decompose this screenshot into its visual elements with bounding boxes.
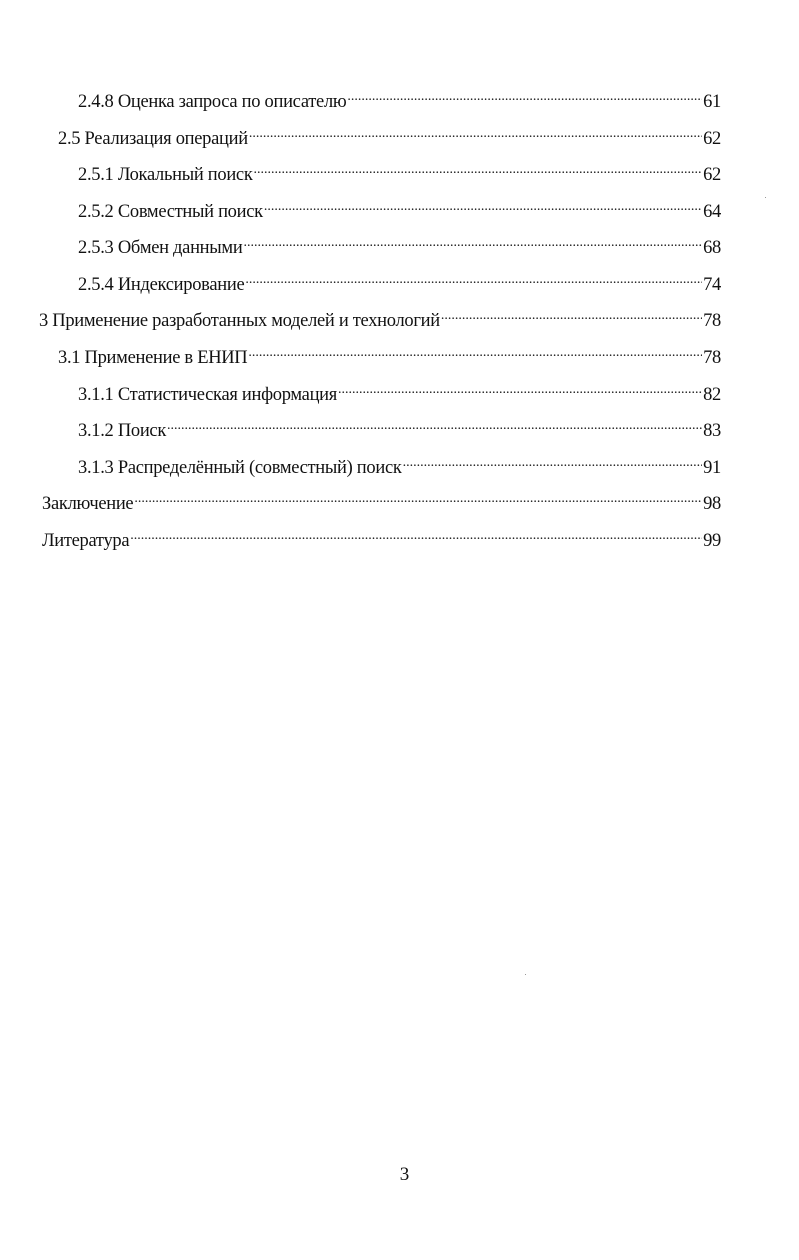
toc-leader-dots: [167, 410, 702, 436]
toc-entry-page: 64: [703, 202, 721, 222]
toc-entry-page: 99: [703, 531, 721, 551]
page-number: 3: [399, 1164, 410, 1185]
toc-entry-label: Литература: [42, 531, 130, 551]
toc-leader-dots: [245, 264, 702, 290]
toc-entry-page: 68: [703, 238, 721, 258]
toc-leader-dots: [264, 191, 702, 217]
toc-entry-conclusion: [42, 483, 721, 514]
toc-entry-label: 2.5.4 Индексирование: [78, 275, 245, 295]
toc-entry-label: 3.1 Применение в ЕНИП: [58, 348, 248, 368]
toc-leader-dots: [248, 337, 702, 363]
toc-entry-2-5-2: [78, 191, 721, 222]
toc-entry-references: [42, 520, 721, 551]
toc-entry-page: 74: [703, 275, 721, 295]
toc-entry-2-5: [58, 118, 721, 149]
toc-entry-label: 2.5.3 Обмен данными: [78, 238, 243, 258]
toc-entry-label: 2.5.2 Совместный поиск: [78, 202, 263, 222]
toc-leader-dots: [134, 483, 702, 509]
toc-leader-dots: [254, 154, 703, 180]
scan-speck: [765, 197, 766, 198]
toc-leader-dots: [249, 118, 702, 144]
toc-entry-page: 98: [703, 494, 721, 514]
toc-leader-dots: [441, 300, 702, 326]
toc-entry-label: Заключение: [42, 494, 134, 514]
toc-entry-page: 83: [703, 421, 721, 441]
toc-entry-label: 2.4.8 Оценка запроса по описателю: [78, 92, 347, 112]
toc-entry-page: 82: [703, 385, 721, 405]
toc-entry-3: [39, 300, 721, 331]
toc-leader-dots: [243, 227, 702, 253]
toc-entry-page: 61: [703, 92, 721, 112]
toc-entry-page: 91: [703, 458, 721, 478]
toc-entry-label: 3.1.3 Распределённый (совместный) поиск: [78, 458, 402, 478]
toc-leader-dots: [347, 81, 702, 107]
toc-entry-page: 78: [703, 311, 721, 331]
toc-entry-2-5-3: [78, 227, 721, 258]
toc-entry-label: 3 Применение разработанных моделей и технологий: [39, 311, 440, 331]
toc-entry-label: 2.5 Реализация операций: [58, 129, 248, 149]
toc-leader-dots: [403, 447, 703, 473]
toc-entry-3-1-1: [78, 374, 721, 405]
toc-entry-page: 78: [703, 348, 721, 368]
toc-leader-dots: [130, 520, 702, 546]
toc-entry-3-1: [58, 337, 721, 368]
toc-entry-3-1-2: [78, 410, 721, 441]
toc-entry-page: 62: [703, 129, 721, 149]
toc-entry-2-5-4: [78, 264, 721, 295]
toc-leader-dots: [338, 374, 702, 400]
toc-entry-3-1-3: [78, 447, 721, 478]
toc-entry-label: 3.1.2 Поиск: [78, 421, 167, 441]
toc-entry-label: 2.5.1 Локальный поиск: [78, 165, 253, 185]
toc-entry-2-4-8: [78, 81, 721, 112]
toc-entry-2-5-1: [78, 154, 721, 185]
toc-entry-label: 3.1.1 Статистическая информация: [78, 385, 337, 405]
scan-speck: [525, 974, 526, 975]
toc-entry-page: 62: [703, 165, 721, 185]
